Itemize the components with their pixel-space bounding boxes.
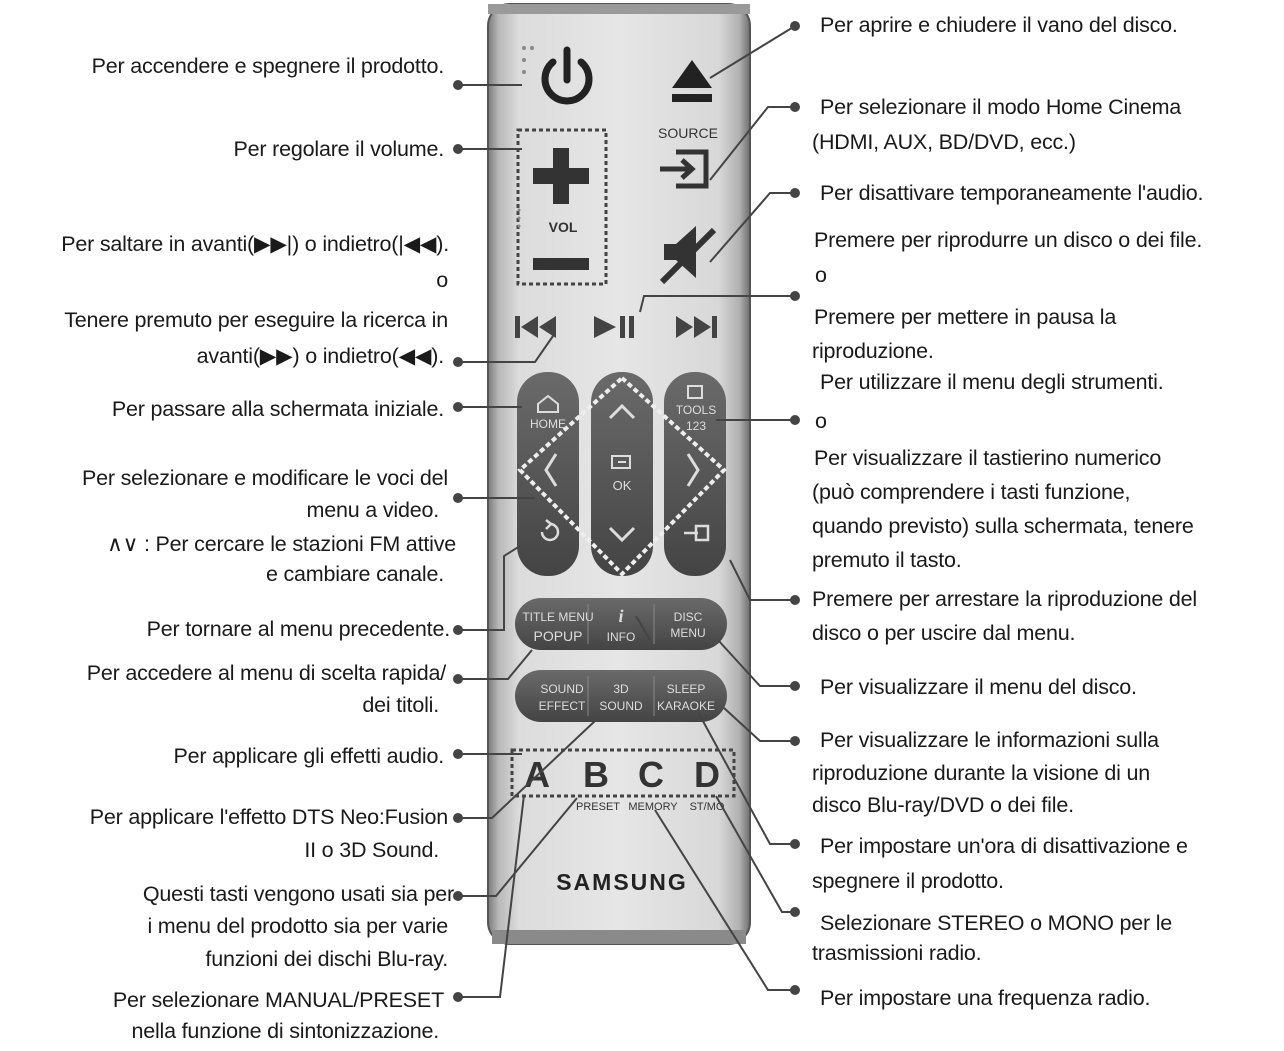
label-info-3: disco Blu-ray/DVD o dei file. bbox=[812, 793, 1074, 817]
label-exit-2: disco o per uscire dal menu. bbox=[812, 621, 1076, 645]
disc-label: DISC bbox=[673, 610, 703, 624]
label-stmo-1: Selezionare STEREO o MONO per le bbox=[820, 911, 1173, 935]
label-popup-1: Per accedere al menu di scelta rapida/ bbox=[86, 661, 446, 685]
label-info-1: Per visualizzare le informazioni sulla bbox=[820, 728, 1159, 752]
label-exit-1: Premere per arrestare la riproduzione del bbox=[812, 587, 1197, 611]
button-d: D bbox=[694, 754, 720, 795]
samsung-logo: SAMSUNG bbox=[556, 869, 688, 895]
label-or-left: o bbox=[436, 268, 448, 292]
stmo-label: ST/MO bbox=[689, 801, 725, 813]
label-eject: Per aprire e chiudere il vano del disco. bbox=[820, 13, 1178, 37]
effect-label: EFFECT bbox=[538, 699, 586, 713]
label-sound: Per applicare gli effetti audio. bbox=[173, 744, 444, 768]
remote-top-cap bbox=[488, 4, 750, 14]
label-or-right-1: o bbox=[815, 263, 827, 287]
remote-bottom-cap bbox=[492, 930, 746, 944]
label-or-right-2: o bbox=[815, 409, 827, 433]
label-skip: Per saltare in avanti(▶▶|) o indietro(|◀◀). bbox=[61, 232, 449, 256]
memory-label: MEMORY bbox=[628, 801, 678, 813]
button-b: B bbox=[583, 754, 609, 795]
sound-row-button bbox=[515, 670, 727, 722]
label-search-1: Tenere premuto per eseguire la ricerca in bbox=[64, 308, 448, 332]
label-abcd-3: funzioni dei dischi Blu-ray. bbox=[205, 947, 448, 971]
vol-label: VOL bbox=[548, 219, 578, 235]
vol-minus-icon bbox=[533, 258, 589, 270]
three-d-sound-label: SOUND bbox=[599, 699, 643, 713]
sound-label: SOUND bbox=[540, 682, 584, 696]
label-tools-2: Per visualizzare il tastierino numerico bbox=[814, 446, 1162, 470]
label-tools-5: premuto il tasto. bbox=[812, 548, 962, 572]
label-play-2: Premere per mettere in pausa la bbox=[814, 305, 1117, 329]
ok-label: OK bbox=[612, 478, 632, 493]
label-search-2: avanti(▶▶) o indietro(◀◀). bbox=[196, 344, 444, 368]
label-tools-4: quando previsto) sulla schermata, tenere bbox=[812, 514, 1194, 538]
label-sleep-2: spegnere il prodotto. bbox=[812, 869, 1004, 893]
menu-label: MENU bbox=[670, 626, 706, 640]
home-label: HOME bbox=[530, 417, 566, 431]
karaoke-label: KARAOKE bbox=[656, 699, 716, 713]
button-a: A bbox=[524, 754, 550, 795]
label-tools-1: Per utilizzare il menu degli strumenti. bbox=[820, 370, 1164, 394]
label-source-2: (HDMI, AUX, BD/DVD, ecc.) bbox=[812, 130, 1076, 154]
label-info-2: riproduzione durante la visione di un bbox=[812, 761, 1151, 785]
label-fm-2: e cambiare canale. bbox=[265, 562, 444, 586]
label-mute: Per disattivare temporaneamente l'audio. bbox=[820, 181, 1204, 205]
tools-label: TOOLS bbox=[675, 403, 717, 417]
label-play-1: Premere per riprodurre un disco o dei file. bbox=[814, 228, 1203, 252]
center-pill-button bbox=[591, 372, 653, 576]
label-nav-1: Per selezionare e modificare le voci del bbox=[81, 466, 448, 490]
label-stmo-2: trasmissioni radio. bbox=[812, 941, 982, 965]
tools-sub-label: 123 bbox=[685, 419, 707, 433]
info-icon: i bbox=[618, 606, 624, 626]
label-dts-1: Per applicare l'effetto DTS Neo:Fusion bbox=[89, 805, 448, 829]
preset-label: PRESET bbox=[575, 801, 621, 813]
label-back: Per tornare al menu precedente. bbox=[146, 617, 450, 641]
label-tools-3: (può comprendere i tasti funzione, bbox=[812, 480, 1131, 504]
label-popup-2: dei titoli. bbox=[362, 693, 439, 717]
popup-label: POPUP bbox=[533, 628, 583, 644]
label-play-3: riproduzione. bbox=[812, 339, 934, 363]
label-dts-2: II o 3D Sound. bbox=[304, 838, 439, 862]
info-label: INFO bbox=[606, 630, 636, 644]
label-fm-1: ∧∨ : Per cercare le stazioni FM attive bbox=[107, 532, 456, 556]
label-disc: Per visualizzare il menu del disco. bbox=[820, 675, 1137, 699]
label-nav-2: menu a video. bbox=[306, 498, 439, 522]
label-memory: Per impostare una frequenza radio. bbox=[820, 986, 1151, 1010]
label-source-1: Per selezionare il modo Home Cinema bbox=[820, 95, 1182, 119]
label-volume: Per regolare il volume. bbox=[233, 137, 444, 161]
title-menu-label: TITLE MENU bbox=[522, 610, 594, 624]
label-abcd-2: i menu del prodotto sia per varie bbox=[147, 914, 448, 938]
label-manual-1: Per selezionare MANUAL/PRESET bbox=[112, 988, 444, 1012]
sleep-label: SLEEP bbox=[666, 682, 706, 696]
label-manual-2: nella funzione di sintonizzazione. bbox=[131, 1019, 439, 1043]
button-c: C bbox=[638, 754, 664, 795]
three-d-label: 3D bbox=[613, 682, 629, 696]
source-label: SOURCE bbox=[658, 125, 718, 141]
label-power: Per accendere e spegnere il prodotto. bbox=[91, 54, 444, 78]
label-sleep-1: Per impostare un'ora di disattivazione e bbox=[820, 834, 1188, 858]
label-abcd-1: Questi tasti vengono usati sia per bbox=[142, 882, 454, 906]
label-home: Per passare alla schermata iniziale. bbox=[111, 397, 444, 421]
